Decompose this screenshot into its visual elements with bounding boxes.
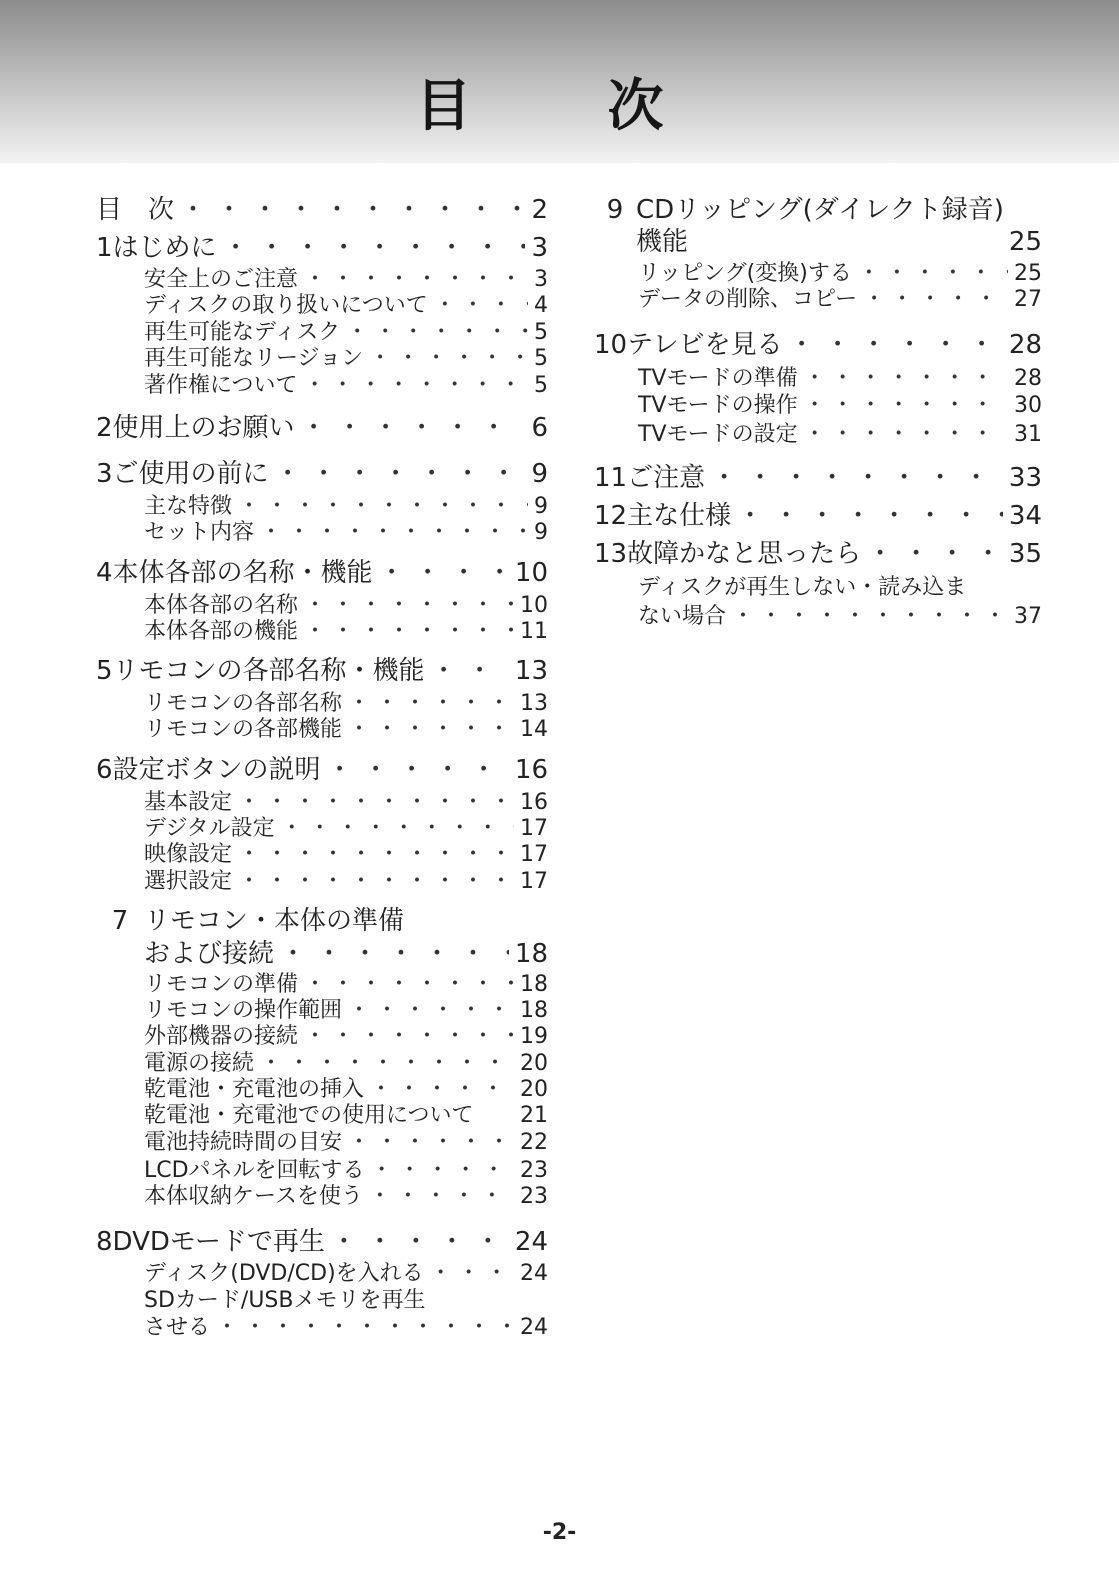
toc-entry[interactable] [96, 192, 548, 228]
toc-label: させる [144, 1315, 211, 1340]
toc-page: 25 [1008, 227, 1042, 257]
dot-leader [304, 617, 514, 647]
toc-subentry[interactable] [144, 291, 548, 321]
toc-page: 5 [534, 320, 548, 345]
toc-subentry[interactable] [638, 573, 1042, 603]
dot-leader [804, 364, 1008, 394]
toc-label: 電池持続時間の目安 [144, 1130, 343, 1155]
chapter-number: 6 [96, 755, 113, 785]
toc-subentry[interactable] [144, 715, 548, 745]
dot-leader [348, 715, 514, 745]
toc-label: 基本設定 [144, 790, 233, 815]
dot-leader [804, 391, 1008, 421]
toc-label: はじめに [112, 233, 217, 263]
dot-leader [275, 456, 526, 492]
toc-label: 安全上のご注意 [144, 267, 299, 292]
dot-leader [327, 752, 509, 788]
toc-label: SDカード/USBメモリを再生 [144, 1288, 426, 1313]
toc-label: 映像設定 [144, 842, 233, 867]
toc-label: リッピング(変換)する [638, 261, 852, 286]
toc-page: 24 [520, 1315, 548, 1340]
chapter-number: 13 [594, 539, 628, 569]
toc-label: LCDパネルを回転する [144, 1158, 365, 1183]
toc-subentry[interactable] [144, 344, 548, 374]
toc-subentry[interactable] [144, 1259, 548, 1289]
toc-subentry[interactable] [144, 867, 548, 897]
toc-page: 21 [520, 1103, 548, 1128]
toc-page: 31 [1014, 422, 1042, 447]
toc-page: 27 [1014, 287, 1042, 312]
toc-page: 19 [520, 1024, 548, 1049]
toc-label: ご注意 [627, 463, 706, 493]
chapter-number: 3 [96, 459, 113, 489]
toc-label: TVモードの準備 [638, 366, 798, 391]
dot-leader [431, 653, 509, 689]
toc-page: 17 [520, 816, 548, 841]
toc-page: 10 [514, 558, 548, 588]
toc-subentry[interactable] [638, 420, 1042, 450]
toc-label: リモコンの各部名称・機能 [112, 656, 425, 686]
chapter-number: 5 [96, 656, 113, 686]
toc-subentry[interactable] [144, 617, 548, 647]
page-title: 目 次 [415, 74, 704, 139]
toc-subentry[interactable] [144, 840, 548, 870]
toc-label: TVモードの操作 [638, 393, 798, 418]
toc-subentry[interactable] [144, 1182, 548, 1212]
toc-page: 20 [520, 1077, 548, 1102]
toc-label: 設定ボタンの説明 [112, 755, 321, 785]
toc-chapter-continued[interactable] [144, 936, 548, 972]
toc-page: 18 [514, 939, 548, 969]
toc-page: 23 [520, 1184, 548, 1209]
toc-page: 2 [531, 195, 548, 225]
toc-chapter-continued[interactable] [636, 224, 1042, 260]
toc-label: 主な特徴 [144, 494, 233, 519]
toc-label: 再生可能なリージョン [144, 346, 364, 371]
toc-page: 17 [520, 842, 548, 867]
toc-label: 電源の接続 [144, 1051, 255, 1076]
chapter-number: 1 [96, 233, 113, 263]
dot-leader [379, 555, 509, 591]
toc-label: TVモードの設定 [638, 422, 798, 447]
toc-label: ディスクが再生しない・読み込ま [638, 575, 967, 600]
toc-label: 乾電池・充電池の挿入 [144, 1077, 365, 1102]
toc-label: DVDモードで再生 [112, 1227, 325, 1257]
toc-label: 本体各部の機能 [144, 619, 299, 644]
dot-leader [223, 230, 526, 266]
dot-leader [238, 840, 514, 870]
dot-leader [867, 536, 1003, 572]
toc-label: 乾電池・充電池での使用について [144, 1103, 474, 1128]
toc-chapter[interactable] [594, 536, 1042, 572]
toc-page: 14 [520, 717, 548, 742]
toc-page: 9 [534, 494, 548, 519]
chapter-number: 12 [594, 501, 628, 531]
toc-chapter[interactable] [594, 498, 1042, 534]
toc-label: 故障かなと思ったら [627, 539, 862, 569]
toc-label: ない場合 [638, 604, 727, 629]
toc-page: 18 [520, 998, 548, 1023]
toc-chapter[interactable] [96, 1224, 548, 1260]
toc-label: テレビを見る [627, 330, 783, 360]
toc-label: 本体各部の名称・機能 [112, 558, 373, 588]
toc-label: セット内容 [144, 520, 255, 545]
toc-label: 著作権について [144, 373, 298, 398]
toc-chapter[interactable] [96, 903, 548, 939]
toc-page: 22 [520, 1130, 548, 1155]
toc-page: 4 [534, 293, 548, 318]
toc-subentry[interactable] [144, 1286, 548, 1316]
toc-label: デジタル設定 [144, 816, 275, 841]
toc-page: 11 [520, 619, 548, 644]
toc-page: 13 [514, 656, 548, 686]
dot-leader [280, 936, 509, 972]
toc-subentry[interactable] [144, 1128, 548, 1158]
chapter-number: 7 [111, 906, 129, 936]
toc-page: 18 [520, 972, 548, 997]
toc-label: 使用上のお願い [112, 413, 295, 443]
dot-leader [434, 291, 528, 321]
toc-chapter[interactable] [96, 456, 548, 492]
chapter-number: 2 [96, 413, 113, 443]
toc-chapter[interactable] [594, 327, 1042, 363]
toc-page: 3 [531, 233, 548, 263]
toc-page: 30 [1014, 393, 1042, 418]
chapter-number: 10 [594, 330, 628, 360]
toc-page: 6 [531, 413, 548, 443]
dot-leader [804, 420, 1008, 450]
page-number: -2- [542, 1520, 577, 1545]
toc-page: 37 [1014, 604, 1042, 629]
toc-label: 機能 [636, 227, 689, 257]
toc-label: 選択設定 [144, 869, 233, 894]
toc-subentry-continued[interactable] [144, 1313, 548, 1343]
toc-label: 本体収納ケースを使う [144, 1184, 363, 1209]
toc-label: 本体各部の名称 [144, 593, 299, 618]
dot-leader [369, 1182, 514, 1212]
dot-leader [348, 1128, 514, 1158]
dot-leader [863, 285, 1008, 315]
toc-page: 9 [534, 520, 548, 545]
toc-page: 28 [1014, 366, 1042, 391]
toc-label: 外部機器の接続 [144, 1024, 299, 1049]
toc-label: 再生可能なディスク [144, 320, 341, 345]
toc-page: 23 [520, 1158, 548, 1183]
toc-subentry[interactable] [144, 1101, 548, 1131]
dot-leader [301, 410, 526, 446]
dot-leader [238, 867, 514, 897]
toc-chapter[interactable] [594, 192, 1042, 228]
toc-page: 28 [1008, 330, 1042, 360]
toc-page: 24 [514, 1227, 548, 1257]
dot-leader [260, 518, 528, 548]
dot-leader [732, 602, 1008, 632]
toc-chapter[interactable] [594, 460, 1042, 496]
toc-chapter[interactable] [96, 752, 548, 788]
toc-subentry[interactable] [144, 1022, 548, 1052]
toc-subentry[interactable] [638, 285, 1042, 315]
toc-label: データの削除、コピー [638, 287, 858, 312]
toc-page: 33 [1008, 463, 1042, 493]
toc-page: 10 [520, 593, 548, 618]
toc-page: 34 [1008, 501, 1042, 531]
dot-leader [430, 1259, 514, 1289]
toc-label: 主な仕様 [627, 501, 732, 531]
toc-subentry[interactable] [638, 364, 1042, 394]
toc-label: および接続 [144, 939, 275, 969]
toc-subentry[interactable] [144, 371, 548, 401]
dot-leader [737, 498, 1003, 534]
toc-chapter[interactable] [96, 230, 548, 266]
toc-label: 目 次 [96, 195, 175, 225]
toc-page: 13 [520, 691, 548, 716]
dot-leader [304, 1022, 514, 1052]
toc-label: リモコンの操作範囲 [144, 998, 343, 1023]
dot-leader [789, 327, 1003, 363]
chapter-number: 11 [594, 463, 628, 493]
toc-subentry-continued[interactable] [638, 602, 1042, 632]
toc-page: 5 [534, 373, 548, 398]
toc-subentry[interactable] [144, 518, 548, 548]
toc-page: 20 [520, 1051, 548, 1076]
dot-leader [216, 1313, 514, 1343]
toc-page: 16 [514, 755, 548, 785]
toc-page: 5 [534, 346, 548, 371]
toc-subentry[interactable] [638, 391, 1042, 421]
toc-label: ディスクの取り扱いについて [144, 293, 428, 318]
dot-leader [180, 192, 525, 228]
chapter-number: 8 [96, 1227, 113, 1257]
toc-chapter[interactable] [96, 410, 548, 446]
toc-page: 24 [520, 1261, 548, 1286]
dot-leader [304, 371, 528, 401]
dot-leader [369, 344, 528, 374]
toc-page: 16 [520, 790, 548, 815]
toc-label: ご使用の前に [112, 459, 269, 489]
chapter-number: 9 [606, 195, 624, 225]
toc-page: 3 [534, 267, 548, 292]
dot-leader [331, 1224, 509, 1260]
toc-page: 9 [531, 459, 548, 489]
chapter-number: 4 [96, 558, 113, 588]
toc-label: リモコン・本体の準備 [144, 906, 405, 936]
toc-label: リモコンの各部名称 [144, 691, 343, 716]
toc-label: リモコンの準備 [144, 972, 299, 997]
toc-label: ディスク(DVD/CD)を入れる [144, 1261, 424, 1286]
toc-chapter[interactable] [96, 653, 548, 689]
toc-chapter[interactable] [96, 555, 548, 591]
toc-label: リモコンの各部機能 [144, 717, 343, 742]
toc-label: CDリッピング(ダイレクト録音) [636, 195, 1004, 225]
toc-page: 17 [520, 869, 548, 894]
toc-page: 25 [1014, 261, 1042, 286]
dot-leader [711, 460, 1003, 496]
toc-page: 35 [1008, 539, 1042, 569]
